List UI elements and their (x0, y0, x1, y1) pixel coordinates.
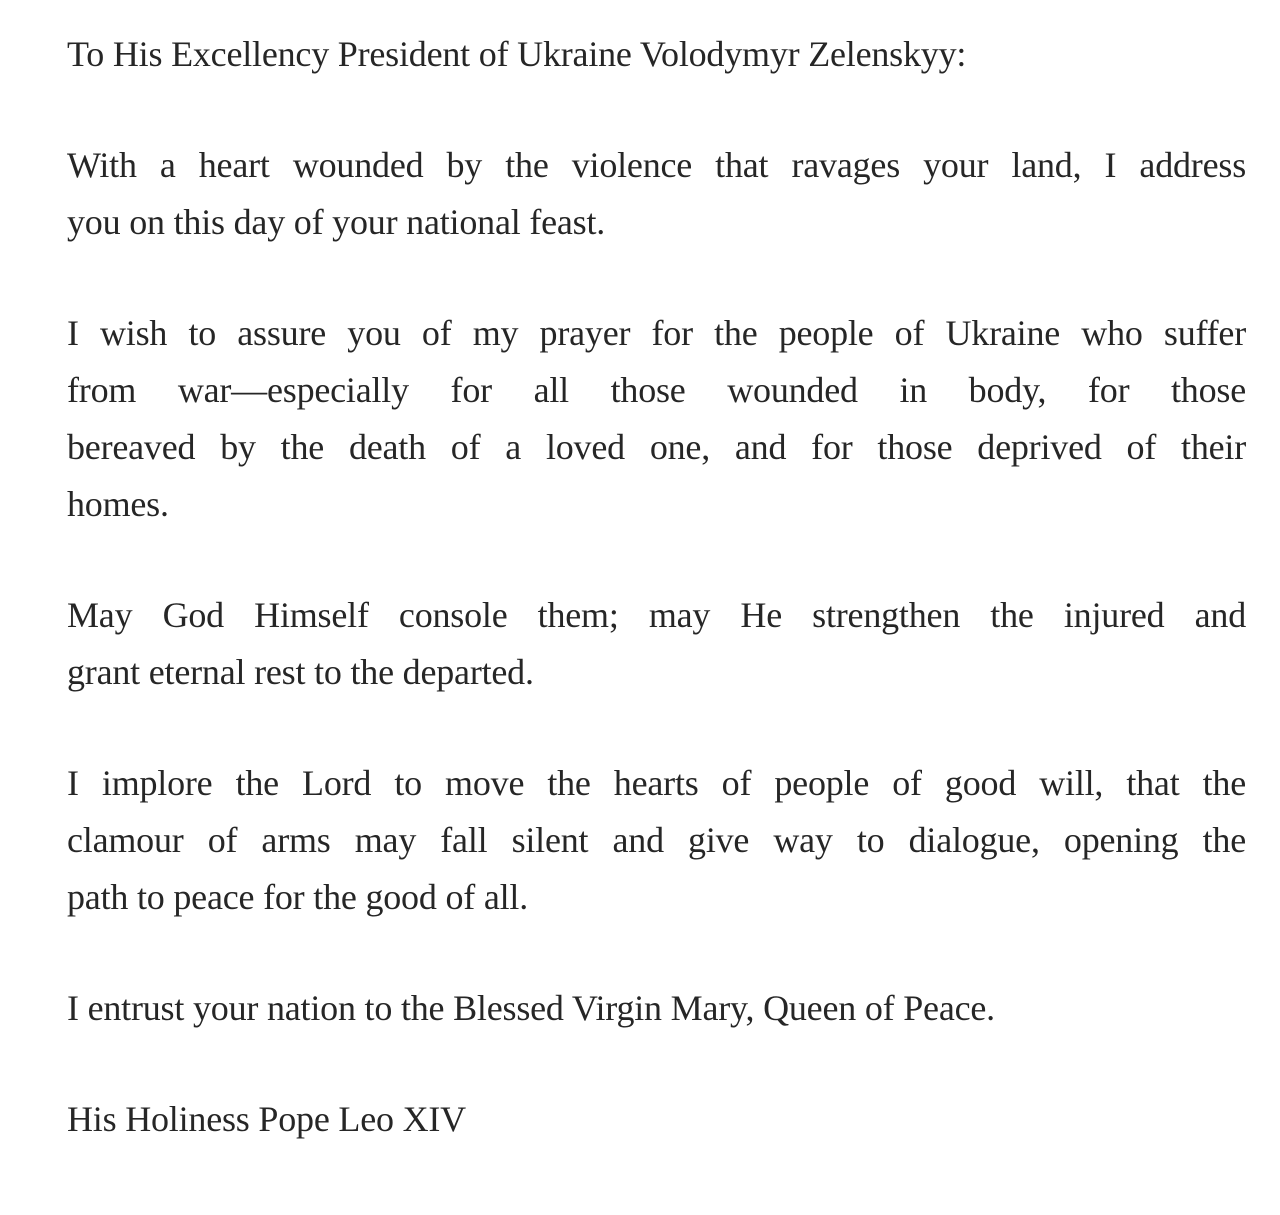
signature (67, 1091, 1246, 1148)
paragraph-2-line-1: I wish to assure you of my prayer for the people of Ukraine who suffer (67, 313, 1246, 353)
paragraph-4 (67, 755, 1246, 926)
paragraph-1-line-1: With a heart wounded by the violence that ravages your land, I address (67, 145, 1246, 185)
paragraph-2 (67, 305, 1246, 533)
paragraph-2-line-4: homes. (67, 484, 169, 524)
paragraph-4-line-2: clamour of arms may fall silent and give way to dialogue, opening the (67, 820, 1246, 860)
paragraph-5 (67, 980, 1246, 1037)
paragraph-4-line-3: path to peace for the good of all. (67, 877, 529, 917)
paragraph-1 (67, 137, 1246, 251)
salutation (67, 26, 1246, 83)
signature-text: His Holiness Pope Leo XIV (67, 1099, 466, 1139)
salutation-text: To His Excellency President of Ukraine Volodymyr Zelenskyy: (67, 34, 967, 74)
paragraph-4-line-1: I implore the Lord to move the hearts of people of good will, that the (67, 763, 1246, 803)
paragraph-2-line-2: from war—especially for all those wounded in body, for those (67, 370, 1246, 410)
paragraph-1-line-2: you on this day of your national feast. (67, 202, 606, 242)
paragraph-3-line-2: grant eternal rest to the departed. (67, 652, 534, 692)
paragraph-5-line-1: I entrust your nation to the Blessed Virgin Mary, Queen of Peace. (67, 988, 995, 1028)
paragraph-3-line-1: May God Himself console them; may He strengthen the injured and (67, 595, 1246, 635)
paragraph-2-line-3: bereaved by the death of a loved one, and for those deprived of their (67, 427, 1246, 467)
paragraph-3 (67, 587, 1246, 701)
